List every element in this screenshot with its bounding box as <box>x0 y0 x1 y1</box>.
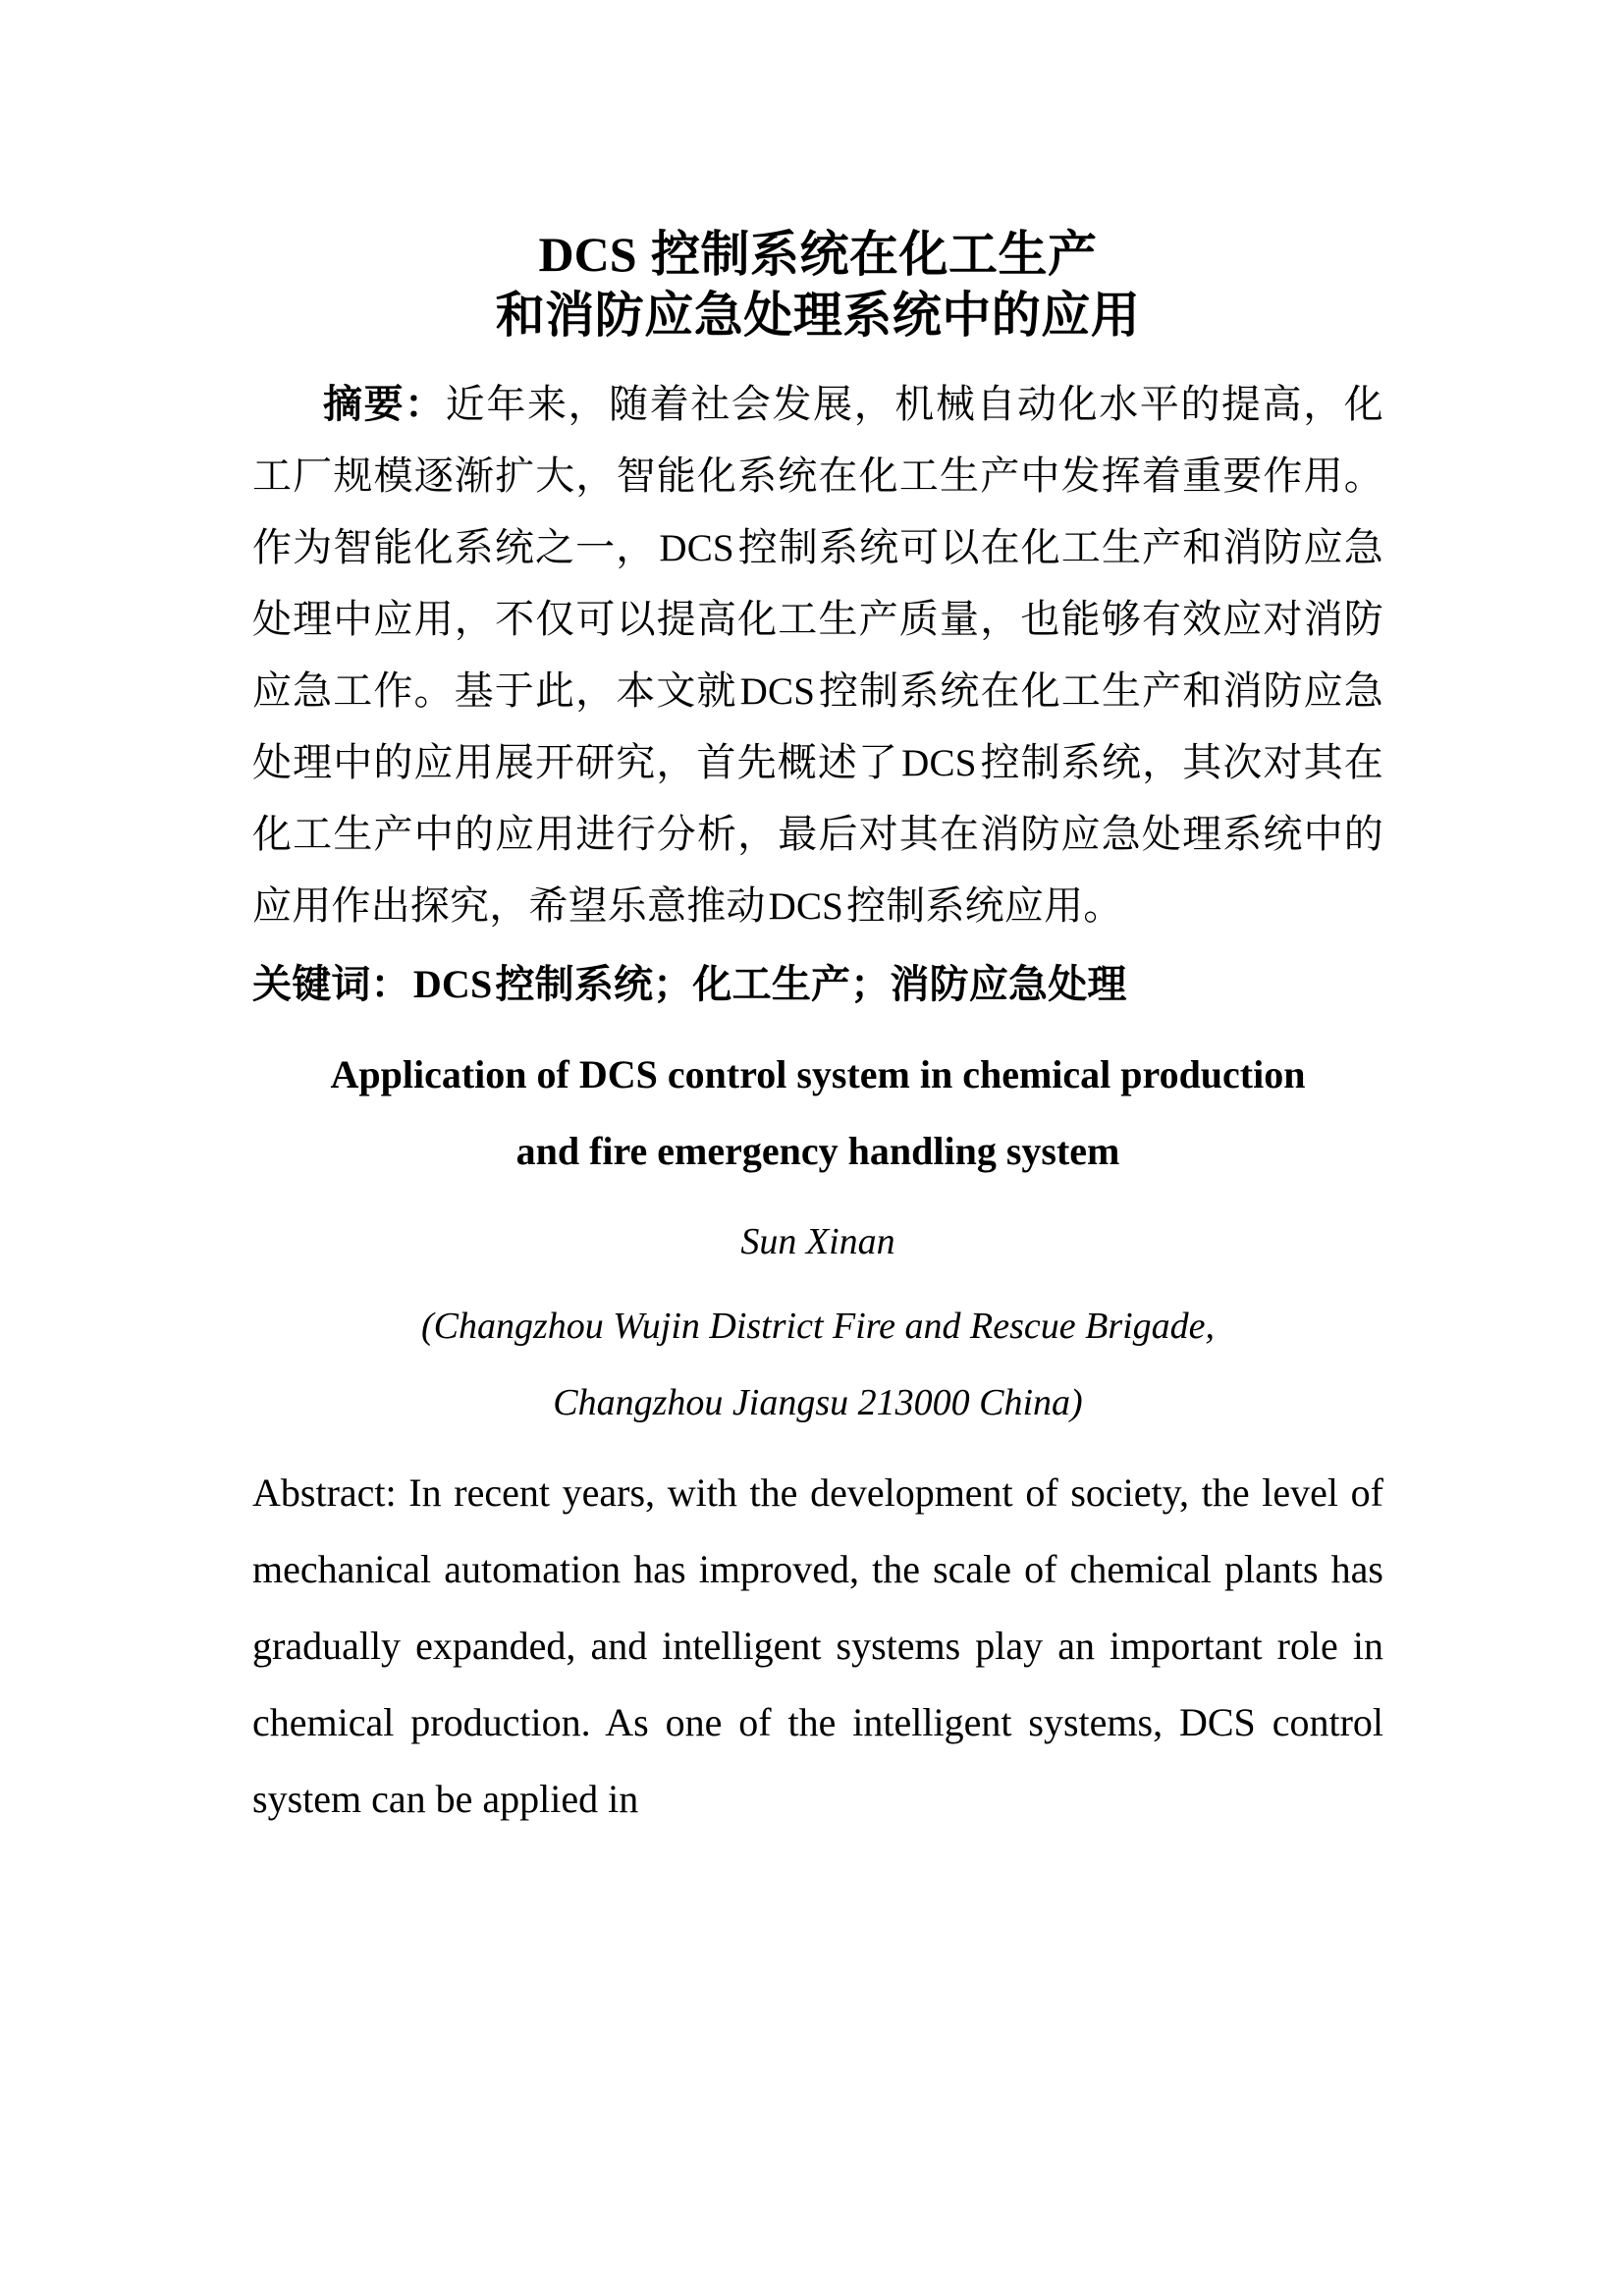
chinese-abstract <box>252 346 1383 942</box>
chinese-abstract-label: 摘要： <box>323 383 446 426</box>
chinese-abstract-seg-5: 控制系统应用。 <box>846 884 1123 928</box>
chinese-abstract-latin-3: DCS <box>901 742 977 784</box>
english-title <box>252 1015 1383 1190</box>
author-name: Sun Xinan <box>740 1221 895 1262</box>
author-affiliation <box>252 1280 1383 1441</box>
chinese-keywords-label: 关键词： <box>252 963 410 1006</box>
english-title-line-2: and fire emergency handling system <box>515 1129 1120 1173</box>
chinese-abstract-seg-1: 近年来，随着社会发展，机械自动化水平的提高，化工厂规模逐渐扩大，智能化系统在化工生产中发挥着重要作用。作为智能化系统之一， <box>252 383 1383 569</box>
chinese-abstract-seg-3: 控制系统在化工生产和消防应急处理中的应用展开研究，首先概述了 <box>252 669 1383 784</box>
english-title-line-1: Application of DCS control system in chemical production <box>330 1052 1306 1096</box>
chinese-abstract-latin-1: DCS <box>659 527 734 569</box>
page-content-column <box>252 0 1383 1838</box>
affiliation-line-2: Changzhou Jiangsu 213000 China) <box>553 1382 1083 1423</box>
chinese-abstract-latin-2: DCS <box>739 670 816 713</box>
chinese-abstract-seg-4: 控制系统，其次对其在化工生产中的应用进行分析，最后对其在消防应急处理系统中的应用作出探究，希望乐意推动 <box>252 741 1383 928</box>
chinese-title-line-2: 和消防应急处理系统中的应用 <box>495 288 1141 343</box>
chinese-title <box>252 0 1383 346</box>
chinese-abstract-latin-4: DCS <box>768 885 844 928</box>
chinese-title-line-1-latin: DCS <box>538 227 637 282</box>
english-abstract: Abstract: In recent years, with the development of society, the level of mechanical automation has improved, the scale of chemical plants has gradually expanded, and intelligent systems play an important role in chemical production. As one of the intelligent systems, DCS control system can be applied in <box>252 1470 1383 1821</box>
chinese-abstract-seg-2: 控制系统可以在化工生产和消防应急处理中应用，不仅可以提高化工生产质量，也能够有效应对消防应急工作。基于此，本文就 <box>252 526 1383 713</box>
chinese-title-line-1 <box>252 224 1383 285</box>
chinese-title-line-1-cn: 控制系统在化工生产 <box>650 227 1098 282</box>
affiliation-line-1: (Changzhou Wujin District Fire and Rescue Brigade, <box>420 1306 1216 1347</box>
chinese-keywords-terms: 控制系统；化工生产；消防应急处理 <box>495 963 1127 1006</box>
chinese-keywords-latin: DCS <box>412 962 493 1006</box>
chinese-keywords <box>252 942 1383 1015</box>
